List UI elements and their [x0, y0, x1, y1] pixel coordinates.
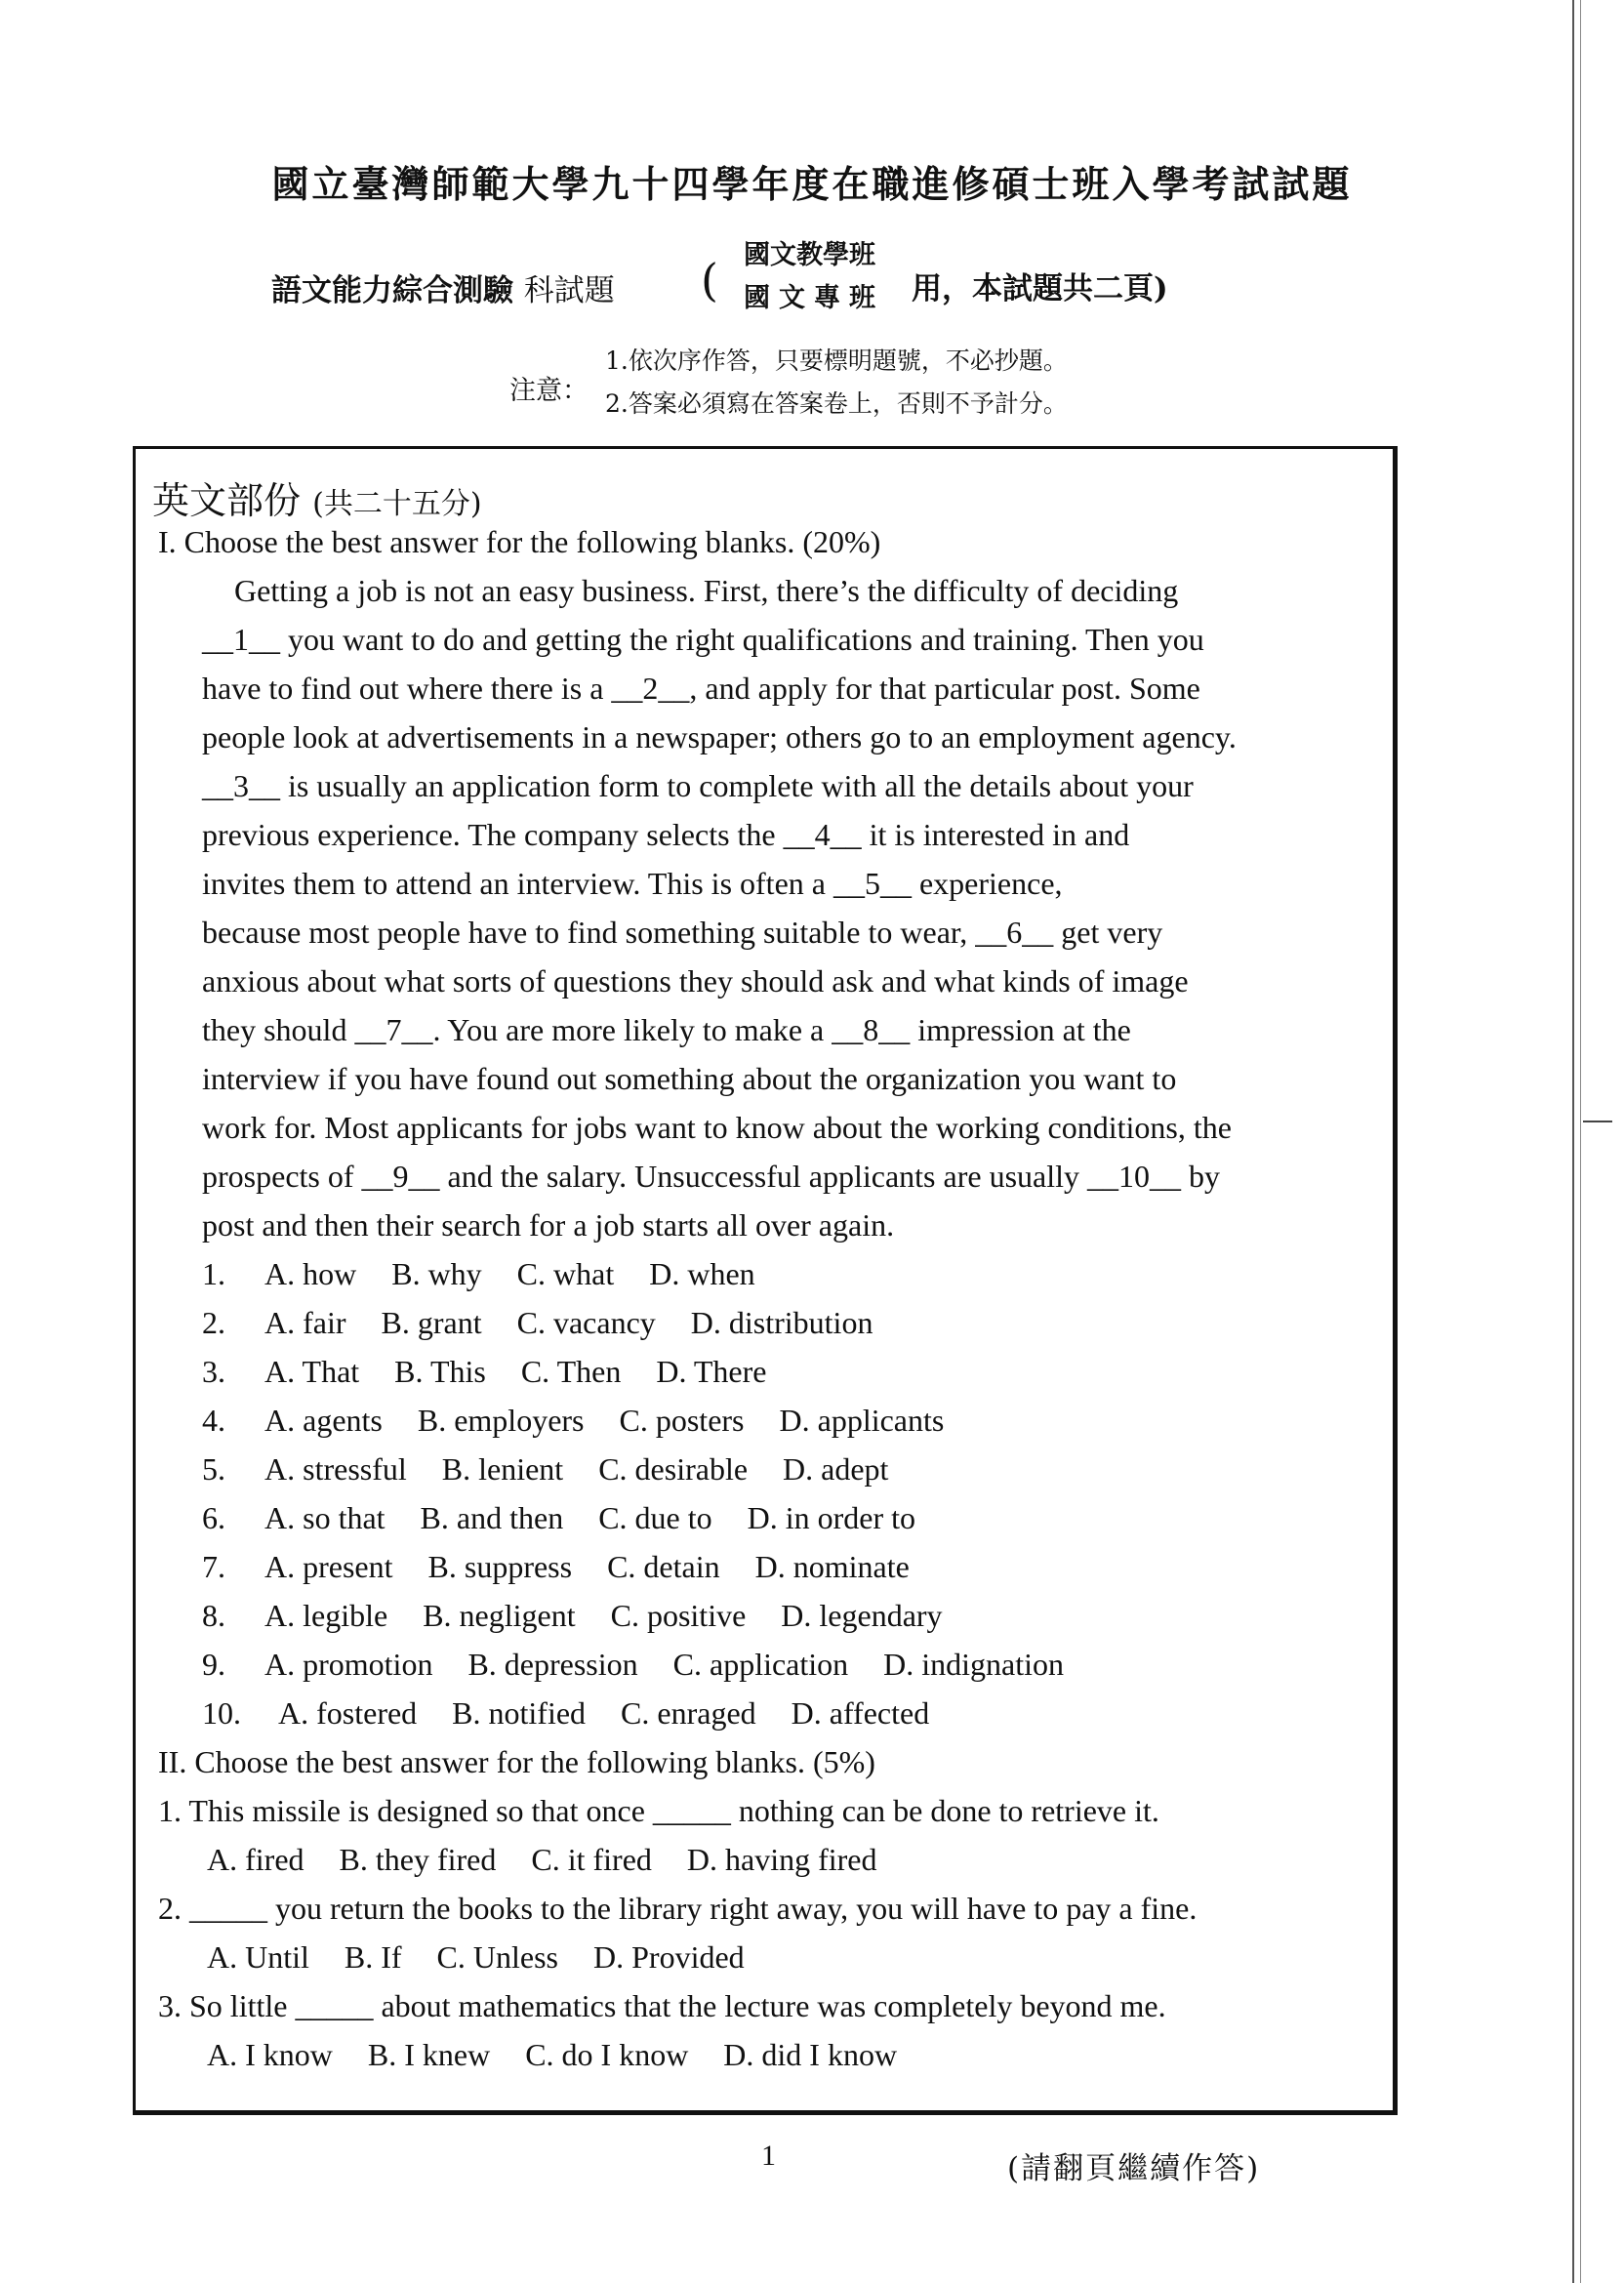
question-number: 9. [202, 1647, 225, 1682]
section-score: (共二十五分) [312, 487, 482, 521]
option: B. This [394, 1354, 486, 1389]
option: D. indignation [883, 1647, 1065, 1682]
question-row [202, 1305, 900, 1341]
question-stem: 1. This missile is designed so that once _____ nothing can be done to retrieve it. [158, 1793, 1159, 1828]
option: C. vacancy [516, 1305, 656, 1340]
passage-line: they should __7__. You are more likely to make a __8__ impression at the [202, 1012, 1131, 1047]
question-options [207, 1939, 772, 1976]
exam-title: 國立臺灣師範大學九十四學年度在職進修碩士班入學考試試題 [271, 162, 1353, 206]
option: D. did I know [723, 2037, 898, 2072]
class-name: 國文專班 [744, 283, 884, 313]
passage-line: interview if you have found out something about the organization you want to [202, 1061, 1177, 1096]
option: C. detain [607, 1549, 720, 1584]
option: D. applicants [779, 1403, 945, 1438]
option: B. notified [452, 1695, 587, 1731]
option: A. legible [264, 1598, 388, 1633]
option: A. Until [207, 1939, 309, 1975]
option: B. grant [381, 1305, 482, 1340]
question-number: 1. [202, 1256, 225, 1291]
option: B. I knew [367, 2037, 491, 2072]
passage-line: prospects of __9__ and the salary. Unsuccessful applicants are usually __10__ by [202, 1159, 1220, 1194]
subject-suffix: 科試題 [523, 273, 615, 308]
option: A. I know [207, 2037, 333, 2072]
question-row [202, 1549, 937, 1585]
question-row [202, 1647, 1091, 1683]
question-row [202, 1598, 970, 1634]
option: C. what [516, 1256, 615, 1291]
option: C. Then [520, 1354, 622, 1389]
option: C. posters [619, 1403, 745, 1438]
option: D. distribution [690, 1305, 873, 1340]
option: A. That [264, 1354, 360, 1389]
question-options [207, 1842, 905, 1878]
question-row [202, 1500, 943, 1536]
part1-heading: I. Choose the best answer for the following blanks. (20%) [158, 524, 881, 559]
subject-line [271, 265, 615, 309]
question-number: 5. [202, 1451, 225, 1487]
option: A. fired [207, 1842, 304, 1877]
passage-line: __1__ you want to do and getting the right qualifications and training. Then you [202, 622, 1204, 657]
passage-line: anxious about what sorts of questions they should ask and what kinds of image [202, 963, 1189, 999]
question-stem: 2. _____ you return the books to the library right away, you will have to pay a fine. [158, 1891, 1198, 1926]
option: C. desirable [598, 1451, 749, 1487]
question-options [207, 2037, 924, 2073]
question-number: 6. [202, 1500, 225, 1535]
question-row [202, 1403, 971, 1439]
option: B. depression [467, 1647, 638, 1682]
passage-line: work for. Most applicants for jobs want to know about the working conditions, the [202, 1110, 1232, 1145]
option: A. stressful [264, 1451, 407, 1487]
notes-label: 注意： [509, 376, 589, 406]
option: B. suppress [427, 1549, 573, 1584]
note-item: 2.答案必須寫在答案卷上，否則不予計分。 [605, 389, 1068, 418]
passage-line: __3__ is usually an application form to complete with all the details about your [202, 768, 1194, 803]
question-number: 4. [202, 1403, 225, 1438]
option: B. and then [420, 1500, 564, 1535]
passage-line: Getting a job is not an easy business. First, there’s the difficulty of deciding [234, 573, 1179, 608]
option: D. There [656, 1354, 767, 1389]
passage-line: because most people have to find something suitable to wear, __6__ get very [202, 915, 1163, 950]
option: A. how [264, 1256, 357, 1291]
question-stem: 3. So little _____ about mathematics that the lecture was completely beyond me. [158, 1988, 1166, 2023]
question-number: 10. [202, 1695, 241, 1731]
option: D. having fired [686, 1842, 877, 1877]
option: B. employers [417, 1403, 585, 1438]
subject-name: 語文能力綜合測驗 [271, 273, 513, 308]
option: D. legendary [781, 1598, 943, 1633]
scan-edge-mark [1583, 1121, 1612, 1122]
option: A. fostered [278, 1695, 418, 1731]
section-name: 英文部份 [152, 479, 302, 522]
question-row [202, 1256, 783, 1292]
option: C. application [672, 1647, 849, 1682]
option: B. they fired [339, 1842, 497, 1877]
option: A. so that [264, 1500, 386, 1535]
question-row [202, 1695, 956, 1732]
passage-line: invites them to attend an interview. This is often a __5__ experience, [202, 866, 1063, 901]
scan-edge-line [1572, 0, 1574, 2283]
option: C. due to [598, 1500, 712, 1535]
option: C. Unless [436, 1939, 558, 1975]
part2-heading: II. Choose the best answer for the following blanks. (5%) [158, 1744, 875, 1779]
option: C. do I know [525, 2037, 689, 2072]
option: D. in order to [747, 1500, 916, 1535]
option: A. present [264, 1549, 393, 1584]
question-number: 2. [202, 1305, 225, 1340]
question-number: 7. [202, 1549, 225, 1584]
option: B. negligent [423, 1598, 576, 1633]
option: D. Provided [593, 1939, 745, 1975]
option: A. fair [264, 1305, 346, 1340]
class-name: 國文教學班 [744, 240, 875, 270]
option: B. If [344, 1939, 402, 1975]
option: D. affected [791, 1695, 930, 1731]
option: A. promotion [264, 1647, 433, 1682]
note-item: 1.依次序作答，只要標明題號，不必抄題。 [605, 347, 1068, 375]
page-number: 1 [761, 2140, 776, 2172]
option: D. nominate [754, 1549, 910, 1584]
option: B. why [391, 1256, 482, 1291]
option: A. agents [264, 1403, 383, 1438]
question-row [202, 1451, 915, 1488]
notes-list [605, 340, 1068, 426]
continue-note: (請翻頁繼續作答) [1007, 2151, 1261, 2186]
question-number: 8. [202, 1598, 225, 1633]
option: C. it fired [531, 1842, 652, 1877]
option: C. positive [610, 1598, 747, 1633]
passage-line: people look at advertisements in a newspaper; others go to an employment agency. [202, 719, 1237, 754]
scan-edge-line [1580, 0, 1581, 2283]
paren-open: ( [701, 254, 718, 306]
question-row [202, 1354, 793, 1390]
option: D. when [649, 1256, 755, 1291]
option: B. lenient [441, 1451, 564, 1487]
passage-line: post and then their search for a job starts all over again. [202, 1207, 895, 1243]
class-list [744, 234, 884, 320]
question-number: 3. [202, 1354, 225, 1389]
option: D. adept [783, 1451, 889, 1487]
passage-line: have to find out where there is a __2__, and apply for that particular post. Some [202, 671, 1200, 706]
option: C. enraged [621, 1695, 756, 1731]
subject-suffix-text: 用，本試題共二頁) [912, 271, 1168, 306]
passage-line: previous experience. The company selects the __4__ it is interested in and [202, 817, 1130, 852]
section-title [152, 470, 482, 524]
